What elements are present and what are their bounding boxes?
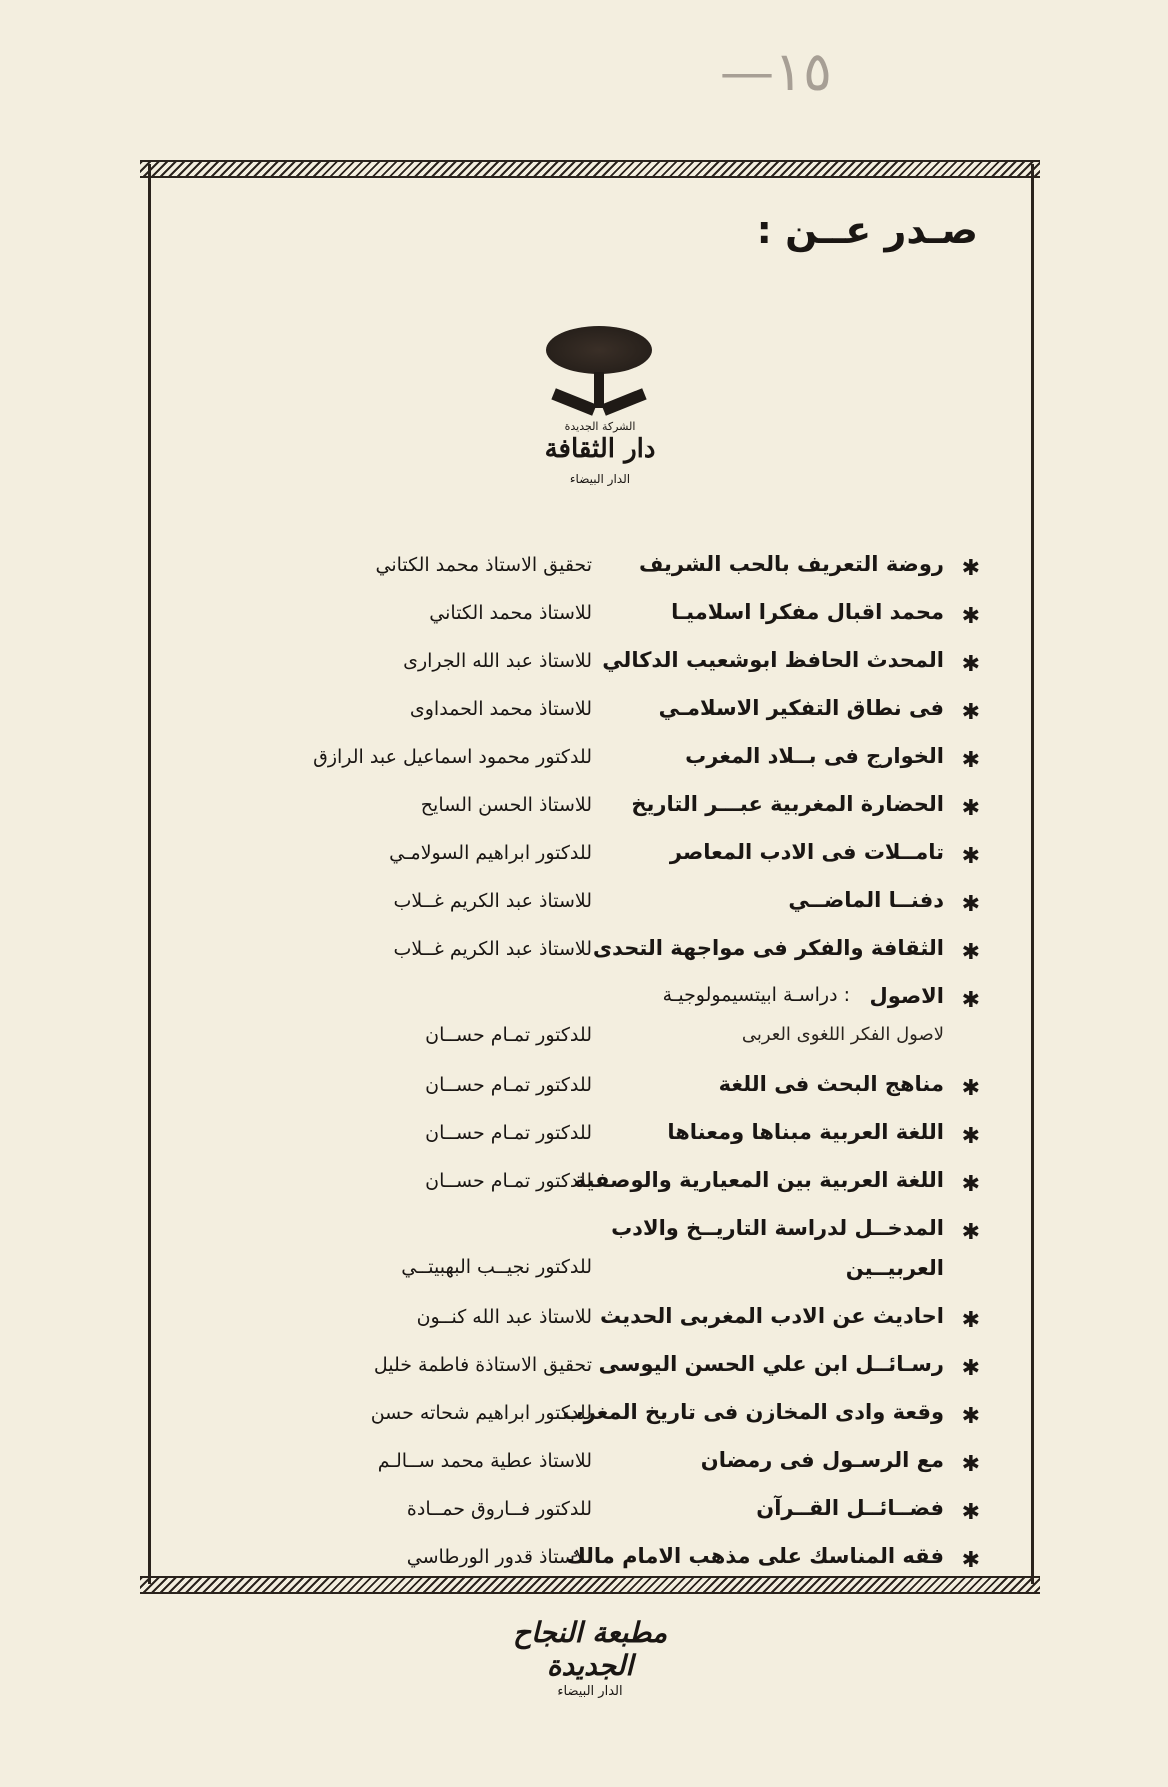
list-item xyxy=(180,1216,980,1304)
book-title: تامــلات فى الادب المعاصر xyxy=(669,840,944,864)
list-item xyxy=(180,1400,980,1448)
book-author: للدكتور تمـام حســان xyxy=(425,1074,592,1096)
bullet-icon: ✱ xyxy=(961,1404,980,1429)
bullet-icon: ✱ xyxy=(961,844,980,869)
book-title-continued: العربيــين xyxy=(845,1256,944,1280)
book-title: الثقافة والفكر فى مواجهة التحدى xyxy=(592,936,944,960)
book-title: وقعة وادى المخازن فى تاريخ المغرب xyxy=(562,1400,944,1424)
book-title: المدخــل لدراسة التاريــخ والادب xyxy=(611,1216,944,1240)
list-item xyxy=(180,1544,980,1592)
printer-logo xyxy=(480,1616,700,1699)
book-author: للاستاذ محمد الكتاني xyxy=(429,602,592,624)
book-title: روضة التعريف بالحب الشريف xyxy=(638,552,944,576)
book-title: محمد اقبال مفكرا اسلاميـا xyxy=(671,600,944,624)
book-title: الخوارج فى بــلاد المغرب xyxy=(685,744,944,768)
book-author: للاستاذ قدور الورطاسي xyxy=(406,1546,592,1568)
bullet-icon: ✱ xyxy=(961,1500,980,1525)
book-title: الاصول xyxy=(869,984,944,1008)
book-author: للدكتور ابراهيم السولامـي xyxy=(389,842,592,864)
book-author: للدكتور فــاروق حمــادة xyxy=(406,1498,592,1520)
book-title: الحضارة المغربية عبـــر التاريخ xyxy=(631,792,944,816)
tree-trunk xyxy=(594,372,604,408)
book-title: رسـائــل ابن علي الحسن اليوسى xyxy=(598,1352,944,1376)
book-author: للاستاذ عبد الله الجرارى xyxy=(403,650,592,672)
book-title: احاديث عن الادب المغربى الحديث xyxy=(600,1304,944,1328)
book-title: اللغة العربية بين المعيارية والوصفية xyxy=(573,1168,944,1192)
list-item xyxy=(180,1304,980,1352)
book-title: فى نطاق التفكير الاسلامـي xyxy=(658,696,944,720)
book-title: فقه المناسك على مذهب الامام مالك xyxy=(566,1544,944,1568)
bullet-icon: ✱ xyxy=(961,604,980,629)
book-author: للدكتور ابراهيم شحاته حسن xyxy=(370,1402,592,1424)
list-item xyxy=(180,1352,980,1400)
tree-icon xyxy=(546,326,652,374)
open-book-left-icon xyxy=(551,388,596,416)
list-item xyxy=(180,840,980,888)
book-author: للاستاذ عبد الله كنــون xyxy=(416,1306,592,1328)
bullet-icon: ✱ xyxy=(961,1076,980,1101)
book-author: تحقيق الاستاذ محمد الكتاني xyxy=(375,554,592,576)
bullet-icon: ✱ xyxy=(961,556,980,581)
book-author: للدكتور تمـام حســان xyxy=(425,1170,592,1192)
book-title: مع الرسـول فى رمضان xyxy=(700,1448,944,1472)
bullet-icon: ✱ xyxy=(961,1356,980,1381)
publisher-name: دار الثقافة xyxy=(544,434,656,464)
list-item xyxy=(180,696,980,744)
bullet-icon: ✱ xyxy=(961,652,980,677)
list-item xyxy=(180,936,980,984)
publisher-logo xyxy=(530,322,670,502)
bullet-icon: ✱ xyxy=(961,796,980,821)
list-item xyxy=(180,984,980,1072)
bullet-icon: ✱ xyxy=(961,940,980,965)
book-subtitle-continued: لاصول الفكر اللغوى العربى xyxy=(741,1024,944,1045)
bullet-icon: ✱ xyxy=(961,1452,980,1477)
book-title: دفنــا الماضــي xyxy=(788,888,944,912)
list-item xyxy=(180,600,980,648)
list-item xyxy=(180,1496,980,1544)
book-author: تحقيق الاستاذة فاطمة خليل xyxy=(373,1354,592,1376)
publisher-city: الدار البيضاء xyxy=(569,472,631,486)
book-list xyxy=(180,552,980,1592)
publisher-company: الشركة الجديدة xyxy=(564,420,636,433)
page-heading: صـدر عــن : xyxy=(756,208,978,252)
book-title: مناهج البحث فى اللغة xyxy=(718,1072,944,1096)
list-item xyxy=(180,888,980,936)
bullet-icon: ✱ xyxy=(961,892,980,917)
book-author: للدكتور نجيــب البهبيتــي xyxy=(401,1256,592,1278)
handwritten-page-mark: —١٥ xyxy=(720,40,833,103)
bullet-icon: ✱ xyxy=(961,1548,980,1573)
book-author: للدكتور تمـام حســان xyxy=(425,1122,592,1144)
list-item xyxy=(180,1448,980,1496)
open-book-right-icon xyxy=(601,388,646,416)
bullet-icon: ✱ xyxy=(961,1172,980,1197)
list-item xyxy=(180,792,980,840)
book-subtitle: : دراسـة ابيتسيمولوجيـة xyxy=(662,984,850,1006)
list-item xyxy=(180,1072,980,1120)
bullet-icon: ✱ xyxy=(961,1124,980,1149)
book-author: للدكتور محمود اسماعيل عبد الرازق xyxy=(313,746,592,768)
book-author: للاستاذ عبد الكريم غــلاب xyxy=(393,890,592,912)
printer-city: الدار البيضاء xyxy=(557,1684,623,1699)
printer-name: مطبعة النجاح الجديدة xyxy=(512,1616,668,1682)
list-item xyxy=(180,744,980,792)
book-title: فضــائــل القــرآن xyxy=(756,1496,944,1520)
bullet-icon: ✱ xyxy=(961,748,980,773)
list-item xyxy=(180,1168,980,1216)
list-item xyxy=(180,1120,980,1168)
book-author: للاستاذ محمد الحمداوى xyxy=(409,698,592,720)
book-author: للاستاذ عبد الكريم غــلاب xyxy=(393,938,592,960)
bullet-icon: ✱ xyxy=(961,700,980,725)
list-item xyxy=(180,648,980,696)
bullet-icon: ✱ xyxy=(961,988,980,1013)
list-item xyxy=(180,552,980,600)
book-title: اللغة العربية مبناها ومعناها xyxy=(667,1120,944,1144)
book-author: للاستاذ عطية محمد ســالـم xyxy=(377,1450,592,1472)
book-author: للاستاذ الحسن السايح xyxy=(420,794,592,816)
bullet-icon: ✱ xyxy=(961,1308,980,1333)
book-title: المحدث الحافظ ابوشعيب الدكالي xyxy=(602,648,944,672)
bullet-icon: ✱ xyxy=(961,1220,980,1245)
book-author: للدكتور تمـام حســان xyxy=(425,1024,592,1046)
